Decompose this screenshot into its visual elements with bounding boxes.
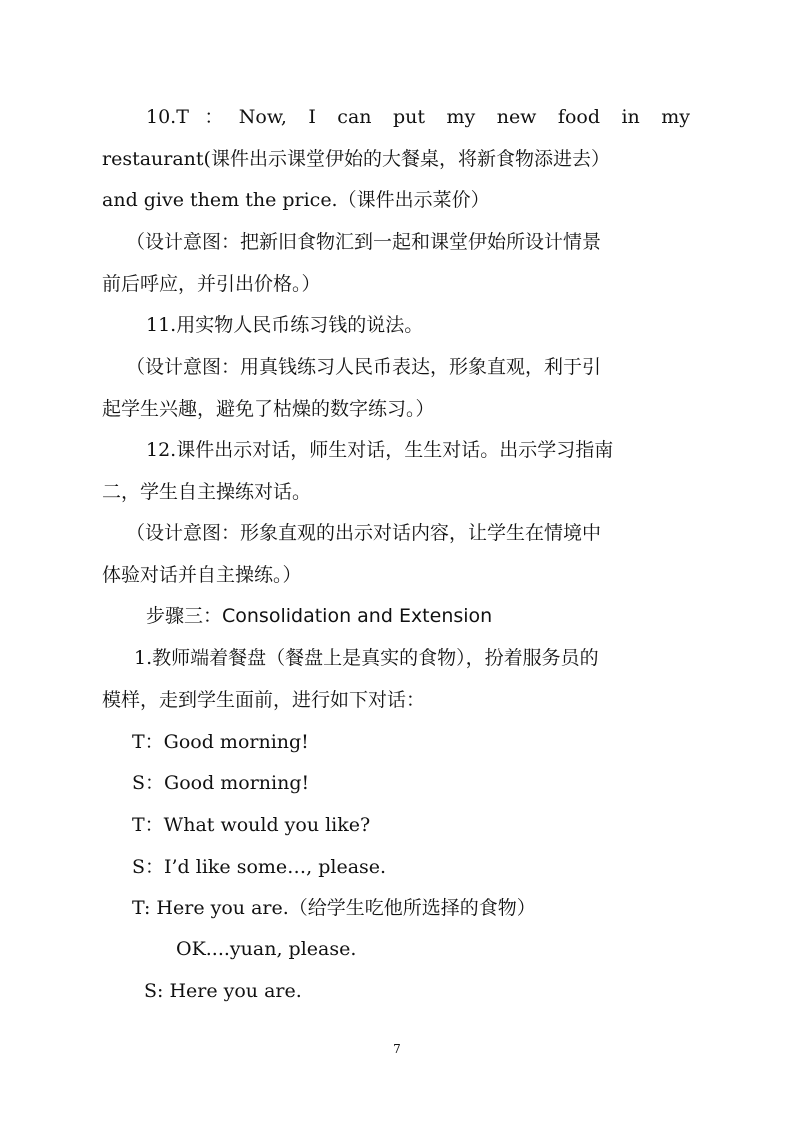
text-line: 10.T：Now, I can put my new food in my — [146, 106, 690, 128]
text-line: （设计意图：形象直观的出示对话内容，让学生在情境中 — [126, 522, 602, 544]
text-line: restaurant(课件出示课堂伊始的大餐桌，将新食物添进去） — [102, 148, 610, 170]
dialogue-line: T: Here you are.（给学生吃他所选择的食物） — [132, 897, 536, 919]
dialogue-line: T：Good morning! — [132, 731, 309, 753]
dialogue-line: T：What would you like? — [132, 814, 371, 836]
text-line: and give them the price.（课件出示菜价） — [102, 189, 490, 211]
text-line: （设计意图：把新旧食物汇到一起和课堂伊始所设计情景 — [126, 231, 602, 253]
text-line: （设计意图：用真钱练习人民币表达，形象直观，利于引 — [126, 356, 602, 378]
dialogue-line: S：Good morning! — [132, 772, 310, 794]
text-line: 1.教师端着餐盘（餐盘上是真实的食物），扮着服务员的 — [134, 647, 599, 669]
text-line: 二，学生自主操练对话。 — [102, 481, 312, 503]
text-line: 体验对话并自主操练。） — [102, 564, 302, 586]
text-line: 12.课件出示对话，师生对话，生生对话。出示学习指南 — [146, 439, 614, 461]
text-line: 11.用实物人民币练习钱的说法。 — [146, 314, 424, 336]
text-line: 起学生兴趣，避免了枯燥的数字练习。） — [102, 398, 435, 420]
dialogue-line: S：I’d like some…, please. — [132, 856, 387, 878]
section-heading: 步骤三：Consolidation and Extension — [146, 605, 493, 627]
page-number: 7 — [393, 1042, 401, 1056]
text-line: 前后呼应，并引出价格。） — [102, 273, 321, 295]
dialogue-line: OK....yuan, please. — [176, 938, 357, 960]
dialogue-line: S: Here you are. — [144, 980, 302, 1002]
text-line: 模样，走到学生面前，进行如下对话： — [102, 689, 426, 711]
